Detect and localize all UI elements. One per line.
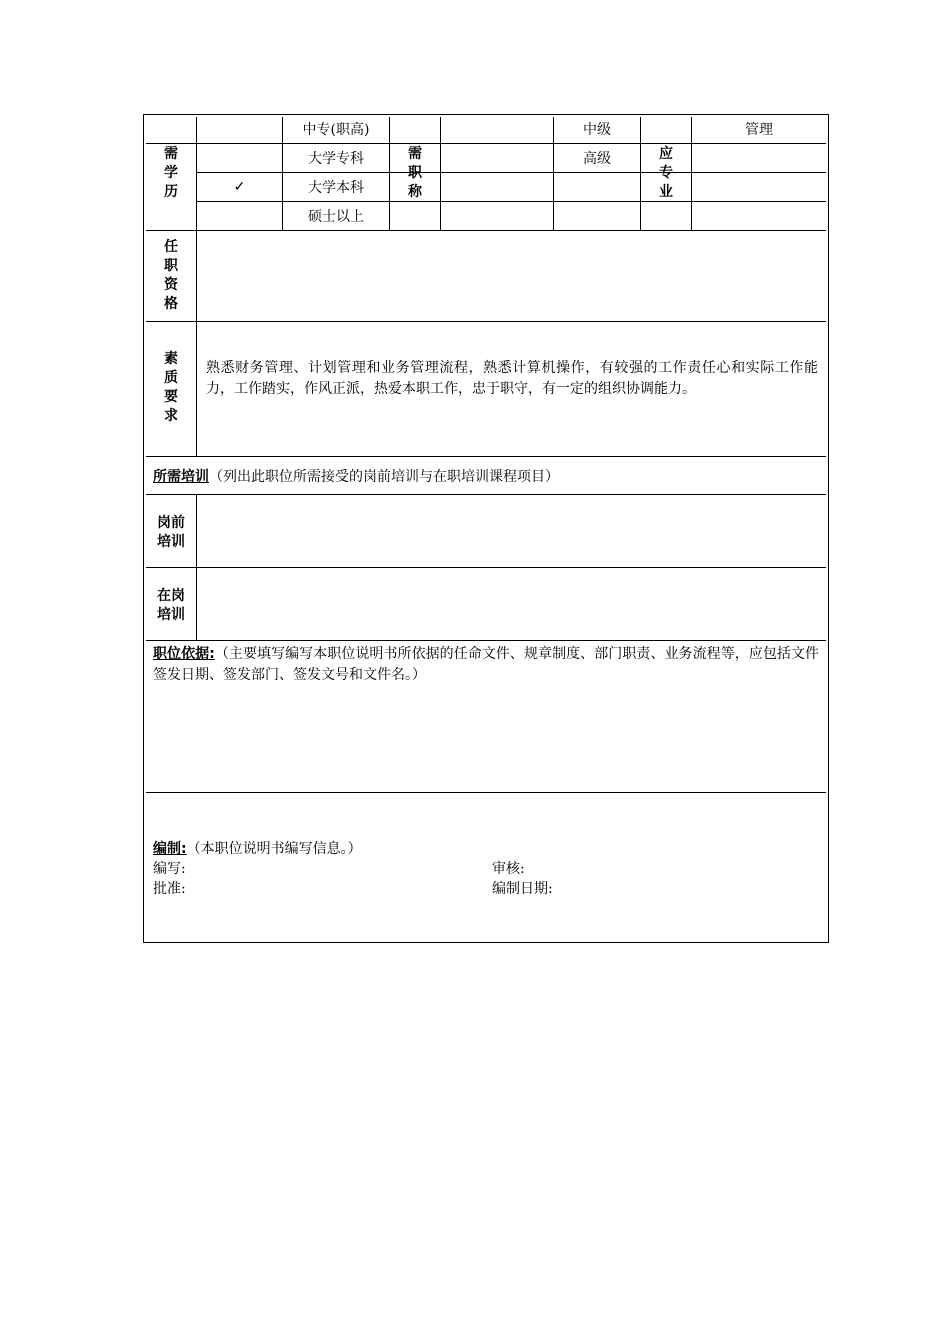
compile-header — [153, 839, 362, 859]
row-divider — [146, 494, 826, 495]
row-divider — [146, 456, 826, 457]
major-value: 管理 — [745, 122, 773, 138]
title-label: 需 职 称 — [408, 146, 422, 200]
reviewer-field[interactable]: 审核: — [492, 861, 525, 877]
row-divider — [146, 567, 826, 568]
basis-heading: 职位依据: — [153, 646, 215, 662]
title-level: 高级 — [583, 151, 611, 167]
training-header — [153, 467, 559, 487]
education-option: 硕士以上 — [308, 209, 364, 225]
approver-field[interactable]: 批准: — [153, 881, 186, 897]
education-option: 中专(职高) — [302, 122, 370, 138]
writer-field[interactable]: 编写: — [153, 861, 186, 877]
basis-note: （主要填写编写本职位说明书所依据的任命文件、规章制度、部门职责、业务流程等，应包括文件签发日期、签发部门、签发文号和文件名。） — [153, 646, 819, 683]
training-heading: 所需培训 — [153, 469, 209, 485]
row-divider — [146, 321, 826, 322]
major-label: 应 专 业 — [659, 146, 673, 200]
row-divider — [146, 792, 826, 793]
education-option: 大学本科 — [308, 180, 364, 196]
education-label: 需 学 历 — [164, 146, 178, 200]
row-divider — [146, 640, 826, 641]
on-job-training-label: 在岗 培训 — [157, 588, 185, 623]
quality-content: 熟悉财务管理、计划管理和业务管理流程，熟悉计算机操作，有较强的工作责任心和实际工作能力，工作踏实，作风正派，热爱本职工作，忠于职守，有一定的组织协调能力。 — [206, 360, 818, 397]
row-divider — [146, 143, 826, 144]
title-level: 中级 — [583, 122, 611, 138]
row-divider — [196, 172, 826, 173]
compile-date-field[interactable]: 编制日期: — [492, 881, 553, 897]
pre-job-training-label: 岗前 培训 — [157, 515, 185, 550]
compile-heading: 编制: — [153, 841, 187, 857]
education-option: 大学专科 — [308, 151, 364, 167]
job-description-form — [143, 114, 829, 943]
qualification-label: 任 职 资 格 — [164, 239, 178, 312]
compile-note: （本职位说明书编写信息。） — [186, 841, 362, 857]
col-divider — [196, 117, 197, 456]
row-divider — [196, 201, 826, 202]
basis-section — [153, 644, 819, 686]
col-divider — [440, 117, 441, 230]
education-check[interactable]: ✓ — [233, 179, 246, 195]
training-note: （列出此职位所需接受的岗前培训与在职培训课程项目） — [209, 469, 559, 485]
col-divider — [196, 494, 197, 640]
quality-label: 素 质 要 求 — [164, 351, 178, 424]
row-divider — [146, 230, 826, 231]
